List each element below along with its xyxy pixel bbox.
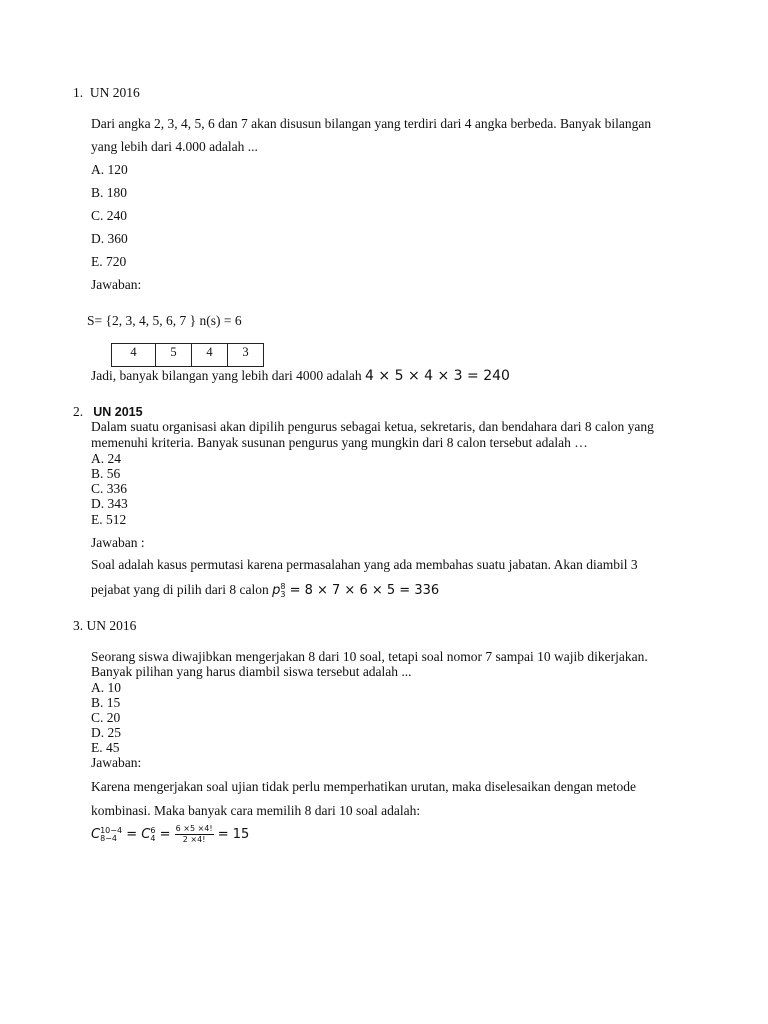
grid-cell: 4	[112, 344, 156, 367]
math-result: = 15	[217, 827, 250, 842]
q3-number: 3.	[73, 618, 84, 633]
q1-option-d: D. 360	[91, 231, 128, 246]
grid-cell: 5	[156, 344, 192, 367]
q3-source: UN 2016	[86, 618, 137, 633]
q2-number: 2.	[73, 404, 84, 419]
q3-heading	[73, 618, 136, 634]
q3-text-line2: Banyak pilihan yang harus diambil siswa tersebut adalah ...	[91, 664, 412, 679]
q3-combination-formula	[91, 824, 249, 845]
q1-option-c: C. 240	[91, 208, 128, 223]
math-equals: =	[126, 827, 138, 842]
q3-explain-line1: Karena mengerjakan soal ujian tidak perlu memperhatikan urutan, maka diselesaikan dengan metode	[91, 779, 637, 794]
math-sup: 6	[150, 825, 156, 835]
q2-answer-label: Jawaban :	[91, 535, 145, 550]
math-sup: 8	[280, 581, 286, 591]
math-symbol-c: C	[141, 827, 151, 842]
math-sup: 10−4	[100, 825, 123, 835]
math-fraction	[175, 824, 214, 845]
fraction-denominator: 2 ×4!	[182, 835, 206, 844]
q1-option-b: B. 180	[91, 185, 128, 200]
q1-conclusion-text: Jadi, banyak bilangan yang lebih dari 4000 adalah	[91, 368, 362, 383]
q2-source: UN 2015	[93, 405, 143, 419]
q3-option-e: E. 45	[91, 740, 120, 755]
q3-answer-label: Jawaban:	[91, 755, 142, 770]
q2-explain-text: pejabat yang di pilih dari 8 calon	[91, 582, 269, 597]
q2-option-b: B. 56	[91, 466, 121, 481]
q1-heading	[73, 85, 140, 101]
q1-set-line: S= {2, 3, 4, 5, 6, 7 } n(s) = 6	[87, 313, 242, 328]
math-sub: 8−4	[100, 833, 117, 843]
q3-text-line1: Seorang siswa diwajibkan mengerjakan 8 dari 10 soal, tetapi soal nomor 7 sampai 10 wajib dikerjakan.	[91, 649, 648, 664]
q3-option-b: B. 15	[91, 695, 121, 710]
math-symbol-p: p	[272, 583, 281, 598]
math-equals: =	[159, 827, 171, 842]
q1-digit-grid	[111, 343, 264, 367]
q3-explain-line2: kombinasi. Maka banyak cara memilih 8 dari 10 soal adalah:	[91, 803, 421, 818]
q1-answer-label: Jawaban:	[91, 277, 142, 292]
q1-option-e: E. 720	[91, 254, 127, 269]
q2-option-a: A. 24	[91, 451, 121, 466]
math-sub: 3	[280, 589, 286, 599]
q2-permutation-formula	[272, 583, 439, 598]
math-rest: = 8 × 7 × 6 × 5 = 336	[289, 583, 440, 598]
math-symbol-c: C	[91, 827, 101, 842]
q1-number: 1.	[73, 85, 84, 100]
q2-text-line2: memenuhi kriteria. Banyak susunan pengurus yang mungkin dari 8 calon tersebut adalah …	[91, 435, 588, 450]
q2-text-line1: Dalam suatu organisasi akan dipilih pengurus sebagai ketua, sekretaris, dan bendahara dari 8 calon yang	[91, 419, 654, 434]
grid-cell: 4	[192, 344, 228, 367]
q2-explain-line2	[91, 582, 439, 599]
q1-text-line1: Dari angka 2, 3, 4, 5, 6 dan 7 akan disusun bilangan yang terdiri dari 4 angka berbeda. Banyak bilangan	[91, 116, 652, 131]
q2-heading	[73, 404, 143, 420]
q2-option-d: D. 343	[91, 496, 128, 511]
q1-option-a: A. 120	[91, 162, 128, 177]
q3-option-c: C. 20	[91, 710, 121, 725]
q3-option-d: D. 25	[91, 725, 121, 740]
grid-cell: 3	[228, 344, 264, 367]
q3-option-a: A. 10	[91, 680, 121, 695]
q2-option-c: C. 336	[91, 481, 128, 496]
q1-conclusion-math: 4 × 5 × 4 × 3 = 240	[365, 368, 510, 384]
q1-conclusion	[91, 368, 510, 384]
q2-option-e: E. 512	[91, 512, 127, 527]
q2-explain-line1: Soal adalah kasus permutasi karena permasalahan yang ada membahas suatu jabatan. Akan diambil 3	[91, 557, 638, 572]
q1-source: UN 2016	[89, 85, 140, 100]
q1-text-line2: yang lebih dari 4.000 adalah ...	[91, 139, 258, 154]
fraction-numerator: 6 ×5 ×4!	[175, 824, 213, 833]
math-sub: 4	[150, 833, 156, 843]
